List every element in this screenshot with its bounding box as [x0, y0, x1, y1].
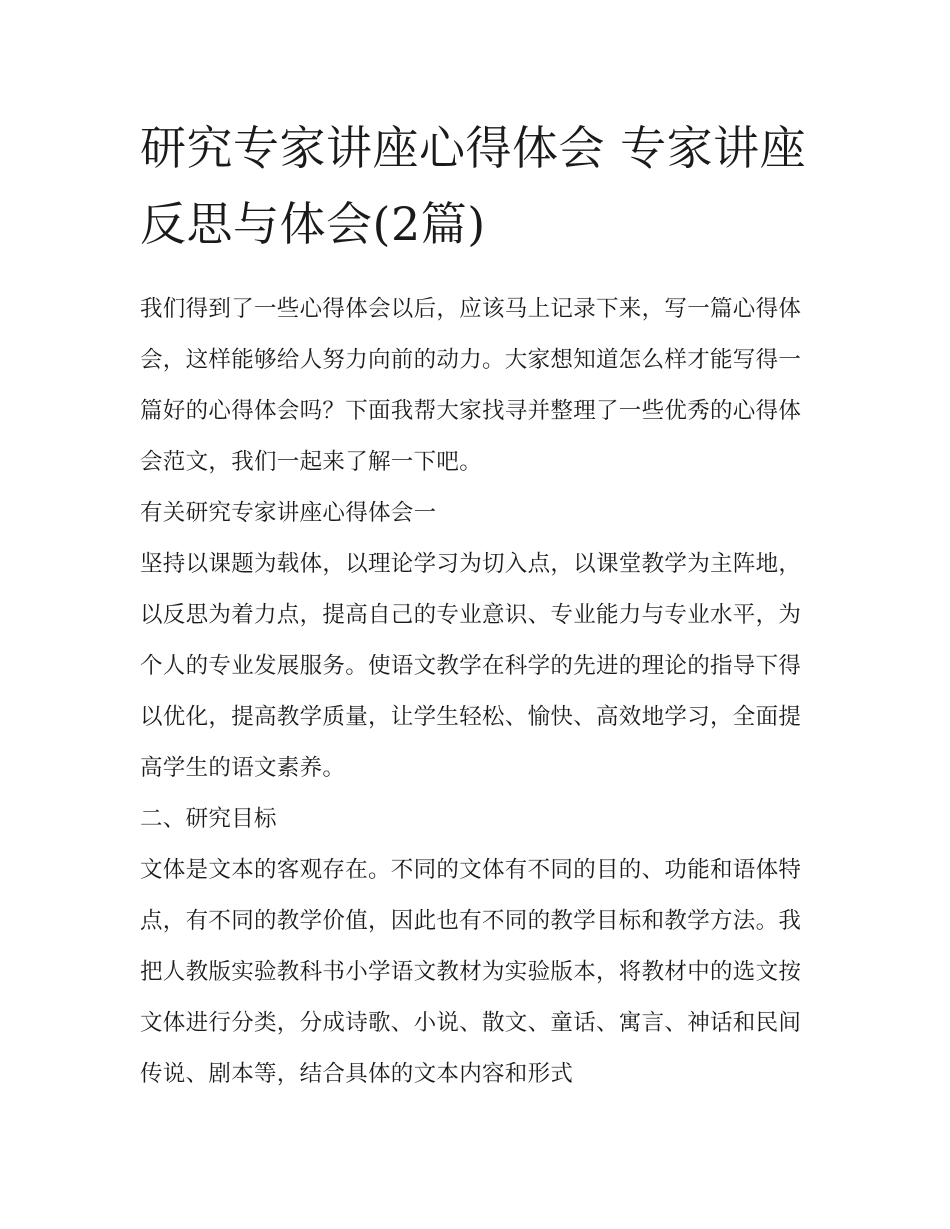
- section-heading-research-goals: 二、研究目标: [140, 806, 277, 832]
- body-paragraph: 坚持以课题为载体，以理论学习为切入点，以课堂教学为主阵地，以反思为着力点，提高自己的专业意识、专业能力与专业水平，为个人的专业发展服务。使语文教学在科学的先进的理论的指导下得以优化，提高教学质量，让学生轻松、愉快、高效地学习，全面提高学生的语文素养。: [140, 551, 802, 781]
- document-page: [140, 110, 812, 1100]
- section-heading-one: 有关研究专家讲座心得体会一: [140, 500, 437, 526]
- intro-paragraph: 我们得到了一些心得体会以后，应该马上记录下来，写一篇心得体会，这样能够给人努力向前的动力。大家想知道怎么样才能写得一篇好的心得体会吗？下面我帮大家找寻并整理了一些优秀的心得体会范文，我们一起来了解一下吧。: [140, 296, 802, 475]
- document-title: 研究专家讲座心得体会 专家讲座反思与体会(2篇): [140, 121, 807, 251]
- body-paragraph-genre: 文体是文本的客观存在。不同的文体有不同的目的、功能和语体特点，有不同的教学价值，因此也有不同的教学目标和教学方法。我把人教版实验教科书小学语文教材为实验版本，将教材中的选文按文体进行分类，分成诗歌、小说、散文、童话、寓言、神话和民间传说、剧本等，结合具体的文本内容和形式: [140, 857, 802, 1087]
